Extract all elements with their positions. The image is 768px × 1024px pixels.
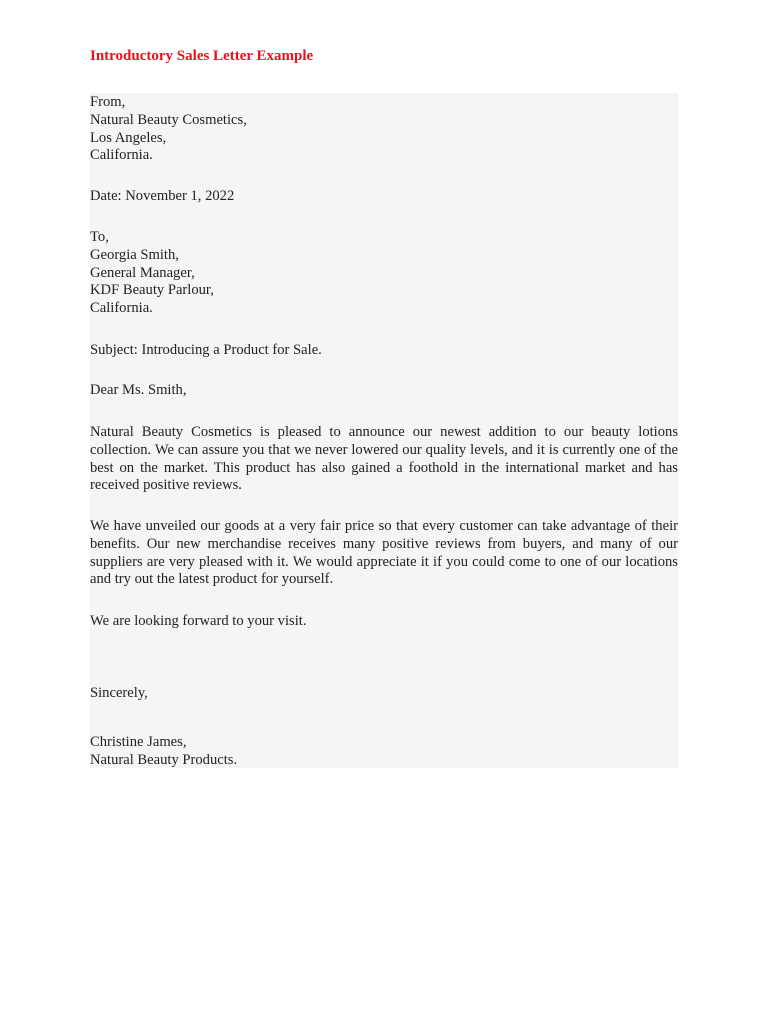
- letter-body: [90, 93, 678, 768]
- closing-text: We are looking forward to your visit.: [90, 613, 307, 629]
- date-text: Date: November 1, 2022: [90, 188, 235, 204]
- sign-off-text: Sincerely,: [90, 685, 148, 701]
- signature-block: [90, 734, 678, 770]
- recipient-line: California.: [90, 300, 153, 317]
- sender-line: Los Angeles,: [90, 129, 167, 146]
- letter-subject: [90, 342, 678, 360]
- recipient-line: Georgia Smith,: [90, 246, 179, 263]
- document-title: Introductory Sales Letter Example: [90, 48, 314, 64]
- sender-line: Natural Beauty Cosmetics,: [90, 111, 247, 128]
- salutation-text: Dear Ms. Smith,: [90, 382, 187, 398]
- signature-name: Christine James,: [90, 734, 187, 750]
- to-label: To,: [90, 229, 109, 245]
- recipient-line: General Manager,: [90, 264, 195, 281]
- closing-line: [90, 613, 678, 631]
- recipient-line: KDF Beauty Parlour,: [90, 282, 214, 299]
- signature-company: Natural Beauty Products.: [90, 751, 238, 768]
- subject-text: Subject: Introducing a Product for Sale.: [90, 342, 322, 358]
- sign-off: [90, 685, 678, 703]
- body-paragraph: We have unveiled our goods at a very fair price so that every customer can take advantage of their benefits. Our new merchandise receives many positive reviews from buyers, and many of our suppliers are very pleased with it. We would appreciate it if you could come to one of our locations and try out the latest product for yourself.: [90, 518, 678, 588]
- from-label: From,: [90, 94, 126, 110]
- letter-date: [90, 188, 678, 206]
- sender-line: California.: [90, 147, 153, 164]
- sender-address: [90, 94, 678, 165]
- letter-salutation: [90, 382, 678, 400]
- body-paragraph: Natural Beauty Cosmetics is pleased to announce our newest addition to our beauty lotions collection. We can assure you that we never lowered our quality levels, and it is currently one of the best on the market. This product has also gained a foothold in the international market and has received positive reviews.: [90, 424, 678, 494]
- recipient-address: [90, 229, 678, 318]
